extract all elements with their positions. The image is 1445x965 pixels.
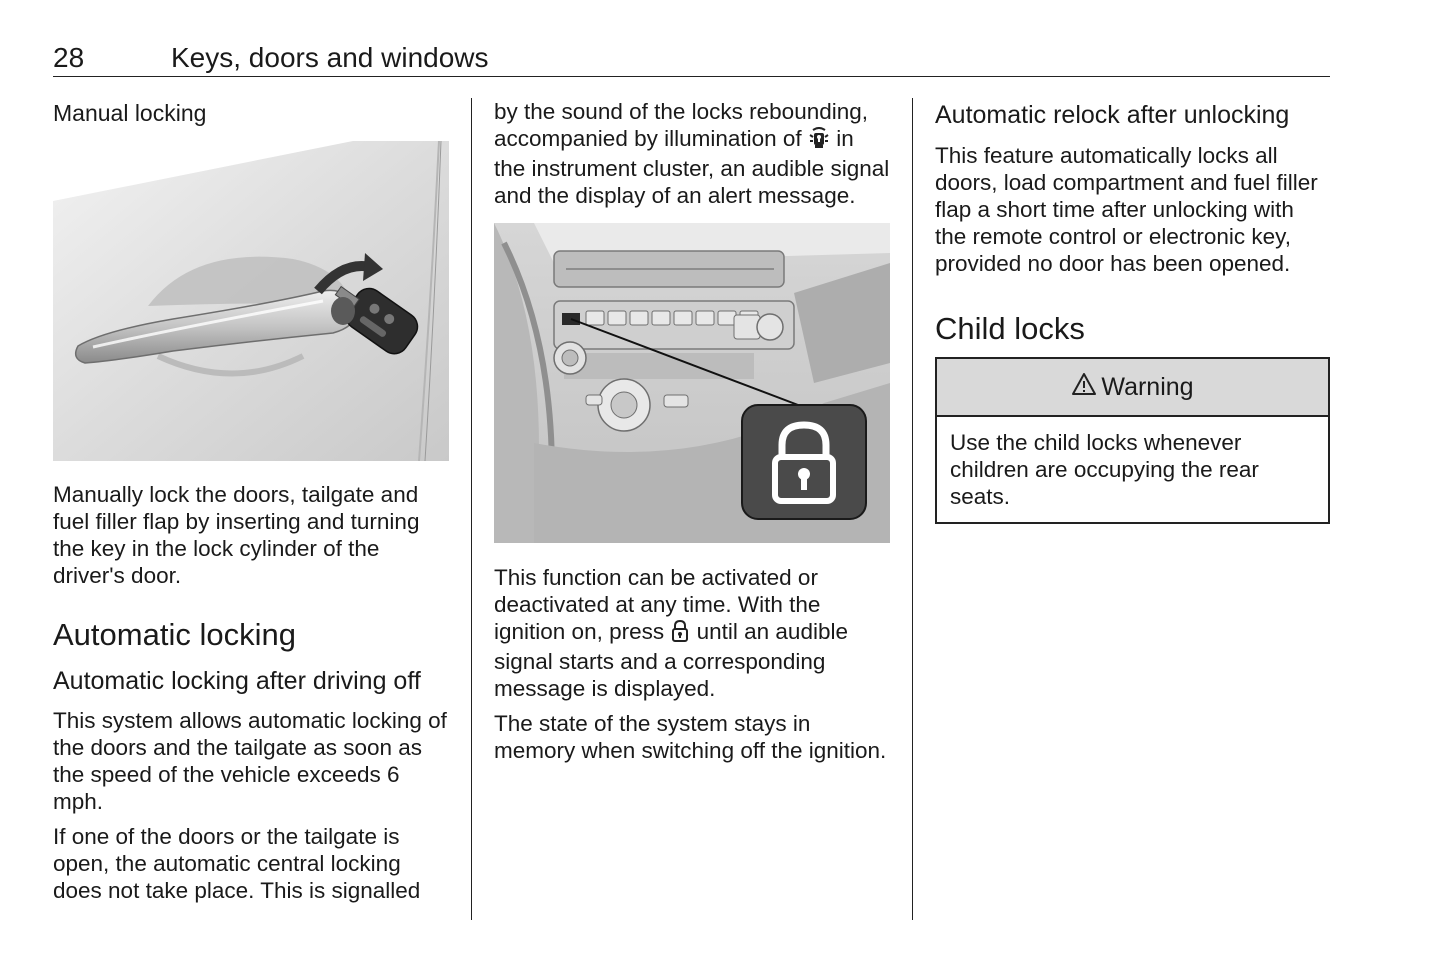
automatic-relock-text: This feature automatically locks all doors, load compartment and fuel filler flap a short time after unlocking with the remote control or electronic key, provided no door has been opened. [935, 143, 1318, 276]
signal-rest: the instrument cluster, an audible signal and the display of an alert message. [494, 156, 890, 208]
warning-text: Use the child locks whenever children are occupying the rear seats. [950, 430, 1259, 509]
warning-header [937, 359, 1328, 417]
warning-title: Warning [1101, 372, 1194, 401]
automatic-locking-driving-heading: Automatic locking after driving off [53, 667, 421, 695]
warning-body [937, 417, 1328, 522]
warning-triangle-icon [1071, 372, 1097, 403]
automatic-locking-heading: Automatic locking [53, 617, 296, 652]
automatic-relock-heading: Automatic relock after unlocking [935, 101, 1290, 129]
lock-button-icon [670, 620, 690, 648]
column-1 [53, 98, 453, 904]
column-2 [494, 98, 894, 764]
activation-text-b: until an audible signal starts and a corresponding message is displayed. [494, 619, 848, 701]
signal-description [494, 98, 894, 209]
manual-locking-text: Manually lock the doors, tailgate and fuel filler flap by inserting and turning the key in the lock cylinder of the driver's door. [53, 482, 420, 588]
column-3 [935, 98, 1330, 524]
signal-line-1: by the sound of the locks rebounding, [494, 99, 869, 124]
door-handle-key-illustration [53, 141, 449, 461]
activation-text-a: This function can be activated or deactivated at any time. With the ignition on, press [494, 565, 821, 644]
chapter-title: Keys, doors and windows [171, 42, 489, 73]
dashboard-illustration-svg [494, 223, 890, 543]
door-handle-illustration-svg [53, 141, 449, 461]
automatic-locking-para-1: This system allows automatic locking of the doors and the tailgate as soon as the speed of the vehicle exceeds 6 mph. [53, 708, 447, 814]
child-locks-heading: Child locks [935, 311, 1085, 346]
automatic-locking-para-2: If one of the doors or the tailgate is open, the automatic central locking does not take place. This is signalled [53, 824, 421, 903]
signal-line-2a: accompanied by illumination of [494, 126, 808, 151]
dashboard-lock-button-illustration [494, 223, 890, 543]
lock-warning-indicator-icon [808, 127, 830, 155]
manual-locking-heading: Manual locking [53, 100, 207, 126]
page-number: 28 [53, 42, 85, 73]
column-divider [912, 98, 913, 920]
page-header [53, 40, 1330, 77]
warning-box [935, 357, 1330, 524]
activation-text [494, 564, 894, 702]
column-divider [471, 98, 472, 920]
memory-state-text: The state of the system stays in memory when switching off the ignition. [494, 711, 887, 763]
signal-line-2b: in [829, 126, 854, 151]
